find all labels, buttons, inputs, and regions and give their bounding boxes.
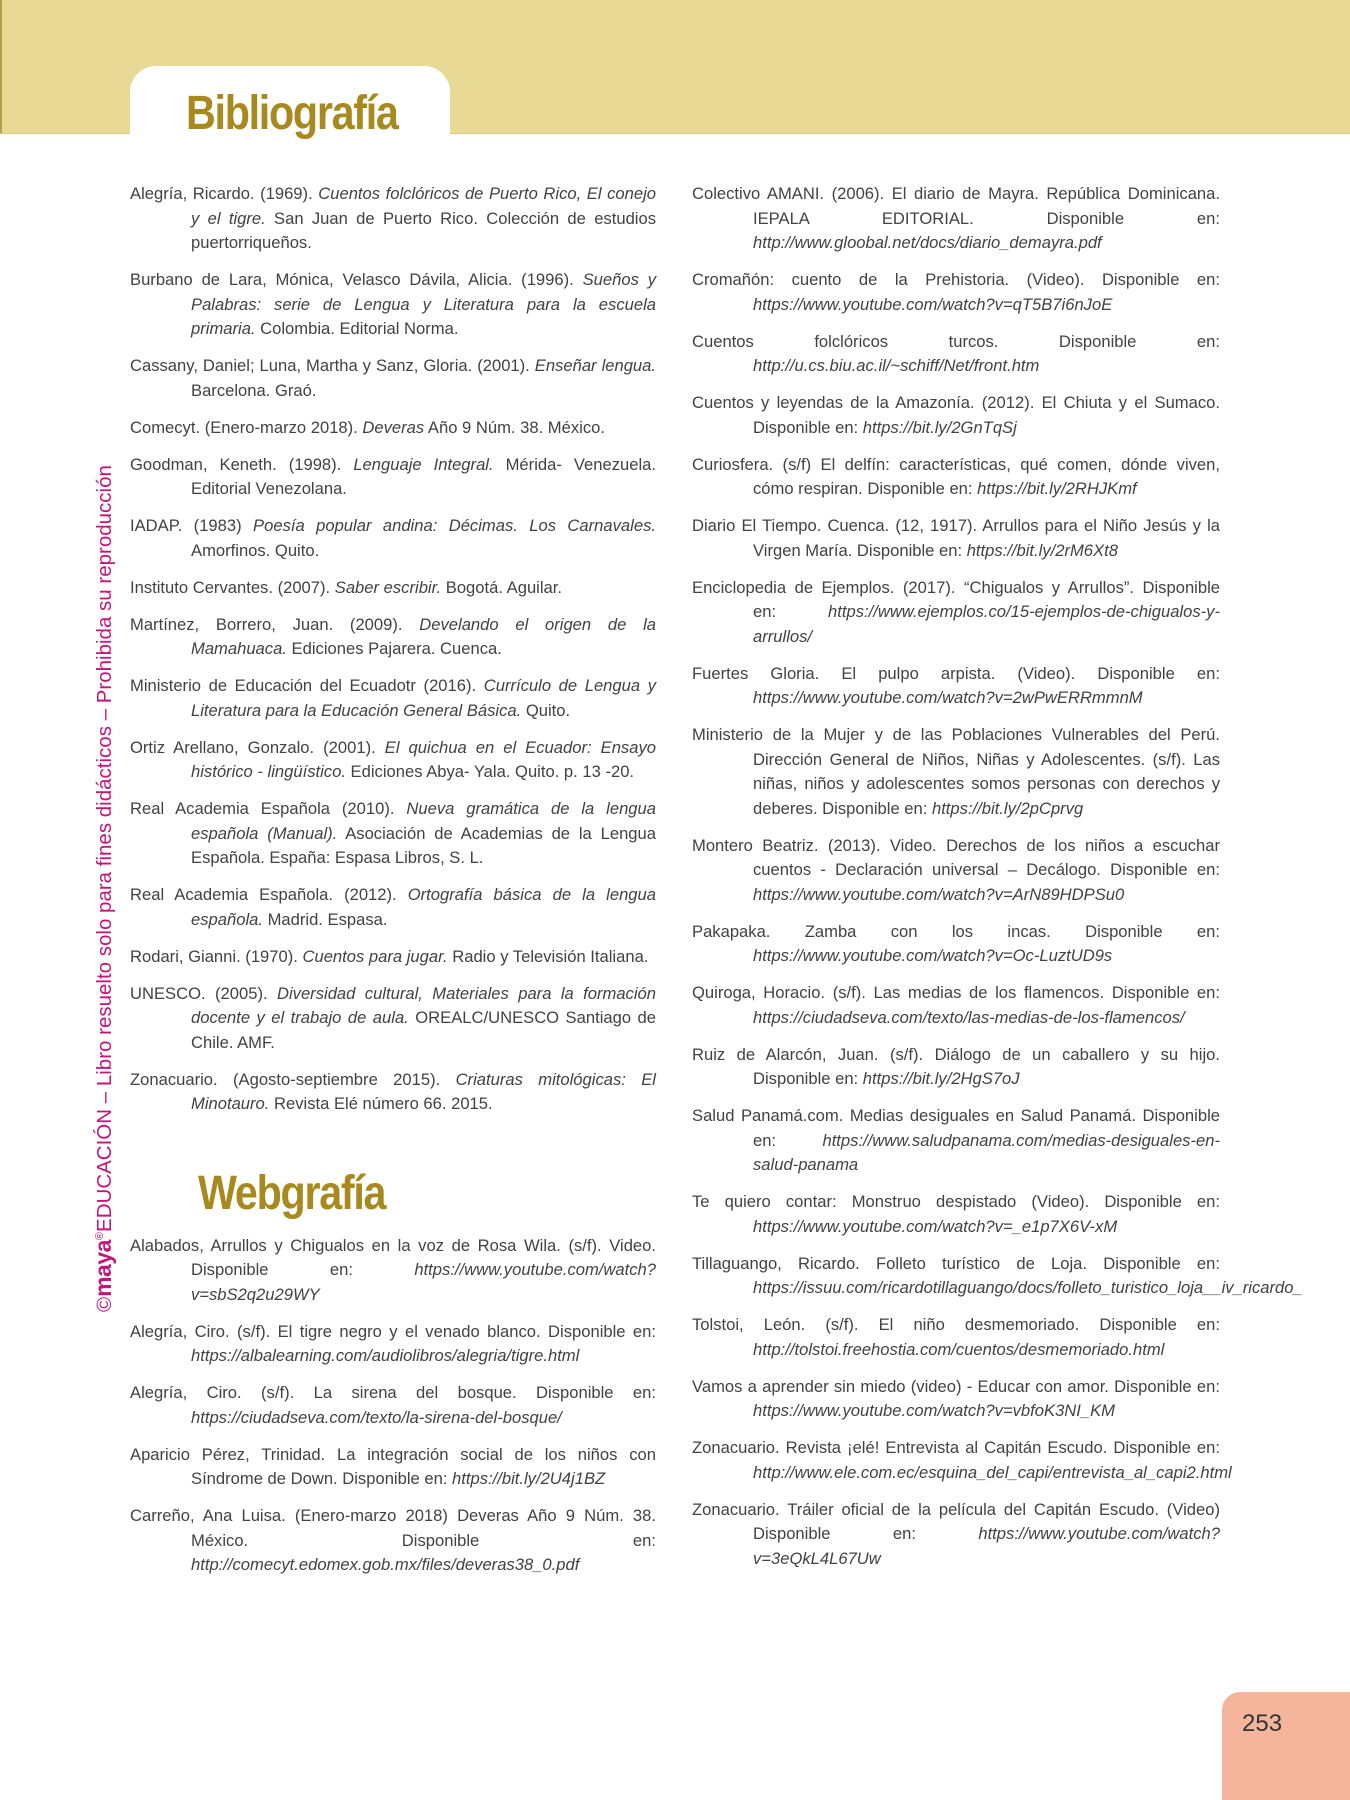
reference-italic-text: https://ciudadseva.com/texto/las-medias-de-los-flamencos/ xyxy=(753,1007,1185,1027)
webgraphy-entry xyxy=(692,834,1220,908)
reference-text: Asociación de Academias de la Lengua Española. España: Espasa Libros, S. L. xyxy=(191,823,656,867)
webgraphy-list-right xyxy=(692,182,1303,1571)
webgraphy-entry xyxy=(692,453,1220,502)
reference-italic-text: https://issuu.com/ricardotillaguango/docs/folleto_turistico_loja__iv_ricardo_ xyxy=(753,1278,1303,1297)
webgraphy-entry xyxy=(692,576,1220,650)
reference-text: Bogotá. Aguilar. xyxy=(441,577,562,597)
webgraphy-entry xyxy=(692,514,1220,563)
reference-italic-text: Cuentos folclóricos de Puerto Rico, El conejo y el tigre. xyxy=(191,184,657,228)
bibliography-list xyxy=(130,182,656,1117)
bibliography-entry xyxy=(130,1068,656,1117)
reference-text: Real Academia Española. (2012). xyxy=(130,885,408,904)
webgraphy-entry xyxy=(692,723,1220,821)
bibliography-entry xyxy=(130,883,656,932)
reference-text: Cassany, Daniel; Luna, Martha y Sanz, Gloria. (2001). xyxy=(130,356,535,375)
reference-text: Salud Panamá.com. Medias desiguales en Salud Panamá. Disponible en: xyxy=(692,1106,1220,1150)
bibliography-entry xyxy=(130,453,656,502)
reference-text: Quiroga, Horacio. (s/f). Las medias de los flamencos. Disponible en: xyxy=(692,983,1220,1002)
reference-italic-text: http://www.gloobal.net/docs/diario_demayra.pdf xyxy=(753,233,1102,252)
webgraphy-entry xyxy=(692,981,1220,1030)
reference-text: IADAP. (1983) xyxy=(130,516,254,535)
reference-italic-text: Ortografía básica de la lengua española. xyxy=(191,885,656,929)
reference-text: San Juan de Puerto Rico. Colección de estudios puertorriqueños. xyxy=(191,208,657,252)
reference-italic-text: http://comecyt.edomex.gob.mx/files/deveras38_0.pdf xyxy=(191,1555,580,1574)
reference-italic-text: https://albalearning.com/audiolibros/alegria/tigre.html xyxy=(191,1346,580,1365)
reference-text: Revista Elé número 66. 2015. xyxy=(269,1094,493,1113)
reference-italic-text: https://bit.ly/2GnTqSj xyxy=(862,417,1017,437)
reference-italic-text: https://bit.ly/2HgS7oJ xyxy=(862,1069,1020,1088)
webgraphy-entry xyxy=(692,330,1220,379)
reference-text: Tillaguango, Ricardo. Folleto turístico de Loja. Disponible en: xyxy=(692,1253,1220,1273)
reference-italic-text: Saber escribir. xyxy=(334,577,442,597)
reference-italic-text: Currículo de Lengua y Literatura para la Educación General Básica. xyxy=(191,676,656,720)
webgraphy-entry xyxy=(692,1313,1220,1362)
reference-text: Tolstoi, León. (s/f). El niño desmemoriado. Disponible en: xyxy=(692,1315,1220,1334)
copyright-notice: EDUCACIÓN – Libro resuelto solo para fines didácticos – Prohibida su reproducción xyxy=(92,465,116,1232)
reference-text: Pakapaka. Zamba con los incas. Disponible en: xyxy=(692,921,1220,941)
reference-italic-text: Poesía popular andina: Décimas. Los Carnavales. xyxy=(253,516,656,535)
reference-italic-text: Enseñar lengua. xyxy=(534,356,657,375)
reference-text: OREALC/UNESCO Santiago de Chile. AMF. xyxy=(191,1008,656,1052)
webgraphy-entry xyxy=(692,920,1220,969)
reference-italic-text: https://www.youtube.com/watch?v=3eQkL4L67Uw xyxy=(753,1524,1220,1568)
reference-text: Alegría, Ciro. (s/f). El tigre negro y el venado blanco. Disponible en: xyxy=(130,1321,656,1341)
reference-italic-text: Diversidad cultural, Materiales para la formación docente y el trabajo de aula. xyxy=(191,983,656,1027)
reference-text: Año 9 Núm. 38. México. xyxy=(424,417,605,437)
bibliography-entry xyxy=(130,514,656,563)
reference-text: Real Academia Española (2010). xyxy=(130,799,407,818)
reference-italic-text: https://www.youtube.com/watch?v=sbS2q2u29WY xyxy=(191,1260,656,1304)
reference-text: Fuertes Gloria. El pulpo arpista. (Video). Disponible en: xyxy=(692,663,1220,683)
reference-text: Rodari, Gianni. (1970). xyxy=(130,946,303,966)
copyright-sidebar xyxy=(83,465,117,1312)
reference-text: Goodman, Keneth. (1998). xyxy=(130,454,354,474)
reference-italic-text: Deveras xyxy=(362,417,425,437)
reference-italic-text: http://www.ele.com.ec/esquina_del_capi/entrevista_al_capi2.html xyxy=(753,1462,1232,1482)
reference-text: Martínez, Borrero, Juan. (2009). xyxy=(130,614,420,634)
reference-text: Carreño, Ana Luisa. (Enero-marzo 2018) Deveras Año 9 Núm. 38. México. Disponible en: xyxy=(130,1506,656,1550)
reference-italic-text: https://www.youtube.com/watch?v=ArN89HDPSu0 xyxy=(753,884,1125,904)
webgraphy-entry xyxy=(692,1375,1220,1424)
reference-italic-text: https://bit.ly/2U4j1BZ xyxy=(452,1469,606,1488)
webgraphy-entry xyxy=(130,1234,656,1308)
registered-mark: ® xyxy=(94,1231,106,1241)
webgraphy-entry xyxy=(692,1498,1220,1572)
left-column xyxy=(130,182,656,1590)
reference-text: Zonacuario. Revista ¡elé! Entrevista al Capitán Escudo. Disponible en: xyxy=(692,1438,1220,1457)
reference-text: UNESCO. (2005). xyxy=(130,983,277,1003)
reference-text: Curiosfera. (s/f) El delfín: características, qué comen, dónde viven, cómo respiran. Disponible en: xyxy=(692,454,1220,498)
reference-italic-text: https://www.youtube.com/watch?v=Oc-LuztUD9s xyxy=(753,946,1113,965)
reference-italic-text: https://www.ejemplos.co/15-ejemplos-de-chigualos-y-arrullos/ xyxy=(753,602,1220,646)
bibliography-entry xyxy=(130,736,656,785)
reference-italic-text: https://bit.ly/2pCprvg xyxy=(931,798,1084,818)
reference-italic-text: https://ciudadseva.com/texto/la-sirena-del-bosque/ xyxy=(191,1407,562,1427)
reference-italic-text: Lenguaje Integral. xyxy=(353,454,494,474)
reference-text: Te quiero contar: Monstruo despistado (Video). Disponible en: xyxy=(692,1192,1220,1211)
reference-text: Madrid. Espasa. xyxy=(262,909,388,929)
bibliography-entry xyxy=(130,416,656,441)
header-band-edge xyxy=(0,0,2,133)
webgraphy-entry xyxy=(130,1320,656,1369)
bibliography-entry xyxy=(130,354,656,403)
page-title: Bibliografía xyxy=(186,87,398,140)
reference-text: Quito. xyxy=(521,700,571,720)
webgraphy-entry xyxy=(692,182,1220,256)
reference-text: Ortiz Arellano, Gonzalo. (2001). xyxy=(130,737,385,757)
webgraphy-entry xyxy=(692,391,1220,440)
webgraphy-entry xyxy=(130,1381,656,1430)
reference-text: Enciclopedia de Ejemplos. (2017). “Chigualos y Arrullos”. Disponible en: xyxy=(692,577,1220,621)
reference-italic-text: https://bit.ly/2rM6Xt8 xyxy=(966,540,1118,560)
bibliography-entry xyxy=(130,268,656,342)
reference-text: Montero Beatriz. (2013). Video. Derechos de los niños a escuchar cuentos - Declaración universal – Decálogo. Disponible en: xyxy=(692,835,1220,879)
page-number-box xyxy=(1222,1692,1350,1800)
bibliography-entry xyxy=(130,982,656,1056)
reference-text: Vamos a aprender sin miedo (video) - Educar con amor. Disponible en: xyxy=(692,1376,1220,1396)
webgraphy-list-left xyxy=(130,1234,656,1578)
reference-text: Alabados, Arrullos y Chigualos en la voz de Rosa Wila. (s/f). Video. Disponible en: xyxy=(130,1235,656,1279)
page-number: 253 xyxy=(1242,1710,1283,1737)
reference-italic-text: https://www.youtube.com/watch?v=2wPwERRmmnM xyxy=(753,688,1143,707)
reference-text: Cuentos y leyendas de la Amazonía. (2012). El Chiuta y el Sumaco. Disponible en: xyxy=(692,393,1220,437)
webgraphy-title: Webgrafía xyxy=(198,1166,386,1220)
reference-text: Zonacuario. Tráiler oficial de la película del Capitán Escudo. (Video) Disponible en: xyxy=(692,1499,1220,1543)
reference-text: Alegría, Ciro. (s/f). La sirena del bosque. Disponible en: xyxy=(130,1383,656,1402)
bibliography-entry xyxy=(130,613,656,662)
reference-text: Ministerio de la Mujer y de las Poblaciones Vulnerables del Perú. Dirección General de Niños, Niñas y Adolescentes. (s/f). Las niñas, niños y adolescentes somos personas con derechos y deberes. Disponible en: xyxy=(692,725,1220,818)
reference-text: Radio y Televisión Italiana. xyxy=(447,946,649,966)
reference-italic-text: Nueva gramática de la lengua española (Manual). xyxy=(191,799,656,843)
reference-text: Colombia. Editorial Norma. xyxy=(255,319,459,338)
webgraphy-entry xyxy=(692,662,1220,711)
reference-text: Comecyt. (Enero-marzo 2018). xyxy=(130,417,363,437)
reference-text: Alegría, Ricardo. (1969). xyxy=(130,184,319,203)
reference-text: Ruiz de Alarcón, Juan. (s/f). Diálogo de un caballero y su hijo. Disponible en: xyxy=(692,1044,1220,1088)
reference-italic-text: https://www.youtube.com/watch?v=_e1p7X6V-xM xyxy=(753,1216,1118,1236)
webgraphy-entry xyxy=(692,1190,1220,1239)
bibliography-entry xyxy=(130,945,656,970)
reference-text: Ministerio de Educación del Ecuadotr (2016). xyxy=(130,676,484,695)
webgraphy-entry xyxy=(692,1252,1303,1301)
reference-text: Burbano de Lara, Mónica, Velasco Dávila, Alicia. (1996). xyxy=(130,270,583,289)
reference-italic-text: Develando el origen de la Mamahuaca. xyxy=(191,614,656,658)
reference-text: Amorfinos. Quito. xyxy=(191,540,320,560)
reference-italic-text: https://www.youtube.com/watch?v=vbfoK3NI_KM xyxy=(753,1401,1116,1420)
reference-italic-text: El quichua en el Ecuador: Ensayo histórico - lingüístico. xyxy=(191,737,656,781)
reference-italic-text: https://www.saludpanama.com/medias-desiguales-en-salud-panama xyxy=(753,1130,1220,1174)
webgraphy-entry xyxy=(692,268,1220,317)
reference-italic-text: Criaturas mitológicas: El Minotauro. xyxy=(191,1069,656,1113)
reference-text: Ediciones Pajarera. Cuenca. xyxy=(286,639,502,658)
reference-text: Zonacuario. (Agosto-septiembre 2015). xyxy=(130,1069,456,1089)
reference-text: Ediciones Abya- Yala. Quito. p. 13 -20. xyxy=(345,762,635,781)
reference-italic-text: https://www.youtube.com/watch?v=qT5B7i6nJoE xyxy=(753,294,1113,314)
webgraphy-entry xyxy=(692,1436,1232,1485)
brand-logo-text: maya xyxy=(89,1240,116,1297)
webgraphy-entry xyxy=(130,1504,656,1578)
reference-italic-text: Cuentos para jugar. xyxy=(302,946,448,966)
bibliography-entry xyxy=(130,674,656,723)
bibliography-entry xyxy=(130,797,656,871)
reference-text: Colectivo AMANI. (2006). El diario de Mayra. República Dominicana. IEPALA EDITORIAL. Disponible en: xyxy=(692,184,1220,228)
webgraphy-entry xyxy=(692,1043,1220,1092)
reference-text: Aparicio Pérez, Trinidad. La integración social de los niños con Síndrome de Down. Disponible en: xyxy=(130,1444,656,1488)
reference-text: Cromañón: cuento de la Prehistoria. (Video). Disponible en: xyxy=(692,270,1220,289)
reference-text: Instituto Cervantes. (2007). xyxy=(130,577,335,597)
reference-italic-text: https://bit.ly/2RHJKmf xyxy=(977,479,1137,498)
webgraphy-entry xyxy=(692,1104,1220,1178)
reference-text: Cuentos folclóricos turcos. Disponible en: xyxy=(692,331,1220,351)
reference-text: Barcelona. Graó. xyxy=(191,380,317,400)
right-column xyxy=(692,182,1303,1584)
reference-text: Mérida- Venezuela. Editorial Venezolana. xyxy=(191,454,656,498)
bibliography-entry xyxy=(130,576,656,601)
reference-text: Diario El Tiempo. Cuenca. (12, 1917). Arrullos para el Niño Jesús y la Virgen María. Disponible en: xyxy=(692,516,1220,560)
reference-italic-text: http://tolstoi.freehostia.com/cuentos/desmemoriado.html xyxy=(753,1339,1165,1359)
copyright-symbol: © xyxy=(92,1296,116,1312)
reference-italic-text: http://u.cs.biu.ac.il/~schiff/Net/front.htm xyxy=(753,356,1040,375)
reference-italic-text: Sueños y Palabras: serie de Lengua y Literatura para la escuela primaria. xyxy=(191,270,657,338)
bibliography-entry xyxy=(130,182,656,256)
webgraphy-entry xyxy=(130,1443,656,1492)
